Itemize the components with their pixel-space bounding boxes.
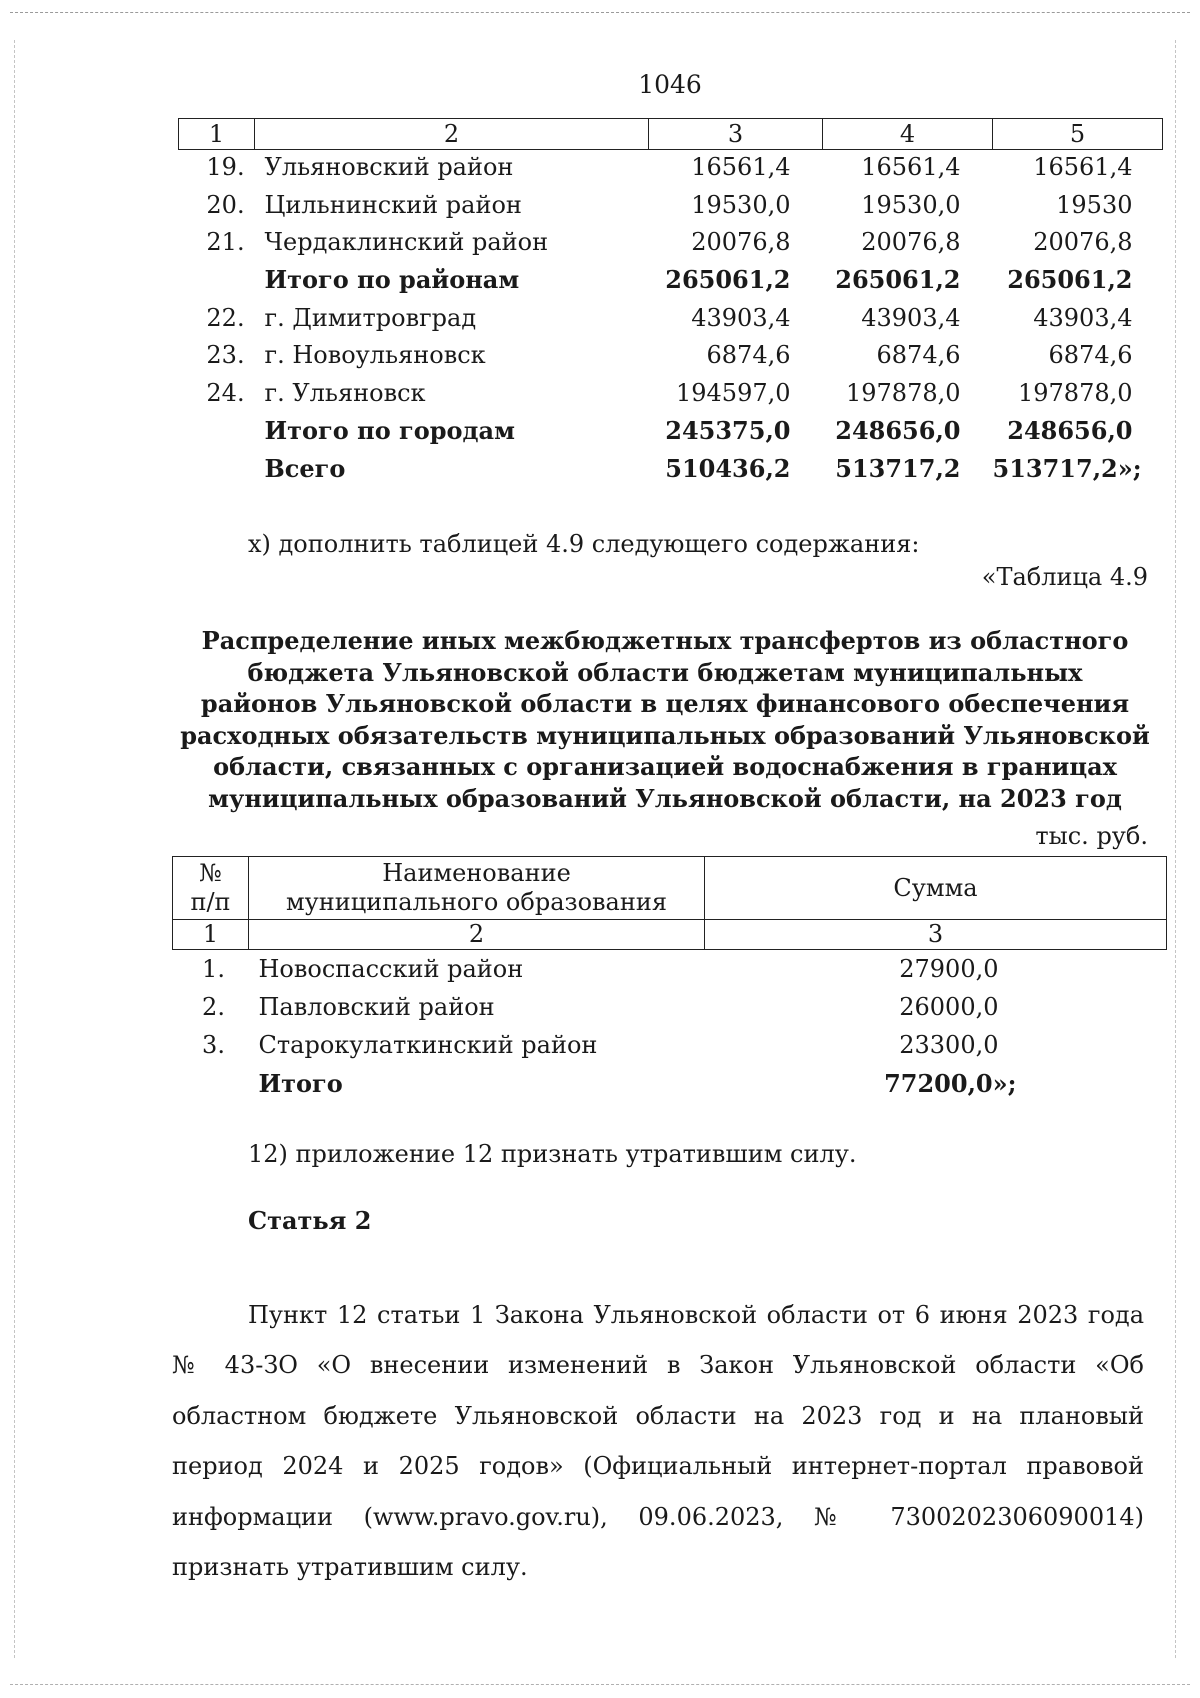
row-name: Павловский район — [258, 993, 495, 1021]
table-header-row — [173, 857, 1167, 920]
value-col4: 265061,2 — [835, 265, 961, 295]
row-name: Цильнинский район — [264, 190, 522, 219]
header-text: п/п — [190, 888, 231, 916]
header-sum-cell: Сумма — [705, 857, 1167, 920]
table-header-row — [179, 119, 1163, 150]
row-name: г. Димитровград — [264, 303, 477, 332]
scan-border-bottom — [10, 1684, 1190, 1685]
value-col4: 43903,4 — [861, 303, 961, 332]
value-col5: 248656,0 — [1007, 415, 1133, 445]
value-col4: 19530,0 — [861, 190, 961, 219]
row-number: 21. — [206, 228, 245, 257]
column-number: 3 — [705, 920, 1167, 950]
row-sum: 26000,0 — [899, 993, 999, 1021]
title-line: муниципальных образований Ульяновской области, на 2023 год — [208, 783, 1122, 813]
value-col5: 265061,2 — [1007, 265, 1133, 295]
title-line: расходных обязательств муниципальных образований Ульяновской — [180, 720, 1150, 750]
page-number: 1046 — [638, 70, 702, 99]
row-name: Итого по районам — [264, 265, 520, 295]
table-row — [179, 452, 1163, 490]
table-row — [179, 263, 1163, 301]
row-name: Итого — [258, 1068, 343, 1098]
value-col5: 19530 — [1056, 190, 1133, 219]
row-number: 24. — [206, 379, 245, 408]
district-totals-table — [178, 118, 1163, 489]
row-number — [179, 452, 255, 490]
table-row — [179, 301, 1163, 339]
value-col4: 513717,2 — [835, 453, 961, 483]
row-number: 22. — [206, 303, 245, 332]
row-number: 20. — [206, 190, 245, 219]
value-col5: 16561,4 — [1033, 153, 1133, 181]
table-row — [173, 988, 1167, 1026]
row-number — [173, 1064, 249, 1102]
value-col5: 513717,2»; — [992, 453, 1142, 483]
row-sum: 77200,0»; — [884, 1068, 1017, 1098]
scan-border-top — [10, 12, 1190, 13]
title-line: бюджета Ульяновской области бюджетам муниципальных — [247, 657, 1083, 687]
header-name-cell — [249, 857, 705, 920]
row-name: г. Ульяновск — [264, 379, 426, 408]
transfers-table — [172, 856, 1167, 1102]
title-line: области, связанных с организацией водоснабжения в границах — [213, 752, 1117, 781]
table-row — [173, 1064, 1167, 1102]
scan-border-right — [1175, 40, 1176, 1658]
value-col3: 194597,0 — [675, 379, 791, 408]
value-col3: 20076,8 — [691, 228, 791, 257]
clause-12: 12) приложение 12 признать утратившим силу. — [248, 1140, 857, 1168]
row-name: Всего — [264, 453, 346, 483]
article-paragraph: Пункт 12 статьи 1 Закона Ульяновской области от 6 июня 2023 года № 43-ЗО «О внесении изменений в Закон Ульяновской области «Об областном бюджете Ульяновской области на 2023 год и на плановый период 2024 и 2025 годов» (Официальный интернет-портал правовой информации (www.pravo.gov.ru), 09.06.2023, № 7300202306090014) признать утратившим силу. — [172, 1301, 1144, 1582]
row-sum: 27900,0 — [899, 955, 999, 983]
row-number: 23. — [206, 341, 245, 370]
value-col3: 265061,2 — [665, 265, 791, 295]
row-name: г. Новоульяновск — [264, 341, 486, 370]
table-reference: «Таблица 4.9 — [981, 563, 1148, 591]
value-col5: 6874,6 — [1048, 341, 1133, 370]
row-number — [179, 414, 255, 452]
row-number: 19. — [206, 153, 245, 181]
table-numbering-row — [173, 920, 1167, 950]
title-line: Распределение иных межбюджетных трансфертов из областного — [201, 626, 1129, 655]
row-number — [179, 263, 255, 301]
column-number: 5 — [993, 119, 1163, 150]
amendment-instruction: х) дополнить таблицей 4.9 следующего содержания: — [248, 530, 920, 558]
column-number: 1 — [173, 920, 249, 950]
row-name: Ульяновский район — [264, 153, 514, 181]
row-name: Новоспасский район — [258, 955, 524, 983]
value-col3: 16561,4 — [691, 153, 791, 181]
article-heading: Статья 2 — [248, 1206, 372, 1235]
row-name: Итого по городам — [264, 415, 515, 445]
value-col4: 248656,0 — [835, 415, 961, 445]
scan-border-left — [14, 40, 15, 1658]
value-col5: 43903,4 — [1033, 303, 1133, 332]
row-name: Старокулаткинский район — [258, 1031, 598, 1059]
value-col4: 16561,4 — [861, 153, 961, 181]
row-sum: 23300,0 — [899, 1031, 999, 1059]
value-col4: 197878,0 — [845, 379, 961, 408]
table-row — [179, 414, 1163, 452]
row-name: Чердаклинский район — [264, 228, 549, 257]
table-row — [179, 150, 1163, 188]
table-row — [173, 950, 1167, 989]
table-row — [179, 338, 1163, 376]
value-col5: 197878,0 — [1017, 379, 1133, 408]
value-col3: 19530,0 — [691, 190, 791, 219]
table-title — [160, 625, 1170, 814]
row-number: 2. — [202, 993, 225, 1021]
value-col4: 6874,6 — [876, 341, 961, 370]
value-col5: 20076,8 — [1033, 228, 1133, 257]
units-label: тыс. руб. — [1035, 822, 1148, 850]
column-number: 4 — [823, 119, 993, 150]
value-col3: 6874,6 — [706, 341, 791, 370]
row-number: 3. — [202, 1031, 225, 1059]
value-col3: 245375,0 — [665, 415, 791, 445]
column-number: 1 — [179, 119, 255, 150]
header-text: Наименование — [382, 859, 571, 887]
title-line: районов Ульяновской области в целях финансового обеспечения — [200, 689, 1130, 718]
value-col3: 43903,4 — [691, 303, 791, 332]
header-text: № — [199, 859, 222, 887]
value-col4: 20076,8 — [861, 228, 961, 257]
column-number: 2 — [249, 920, 705, 950]
header-number-cell — [173, 857, 249, 920]
table-row — [173, 1026, 1167, 1064]
table-row — [179, 225, 1163, 263]
column-number: 2 — [255, 119, 649, 150]
column-number: 3 — [649, 119, 823, 150]
value-col3: 510436,2 — [665, 453, 791, 483]
table-row — [179, 188, 1163, 226]
table-row — [179, 376, 1163, 414]
row-number: 1. — [202, 955, 225, 983]
header-text: муниципального образования — [286, 888, 667, 916]
